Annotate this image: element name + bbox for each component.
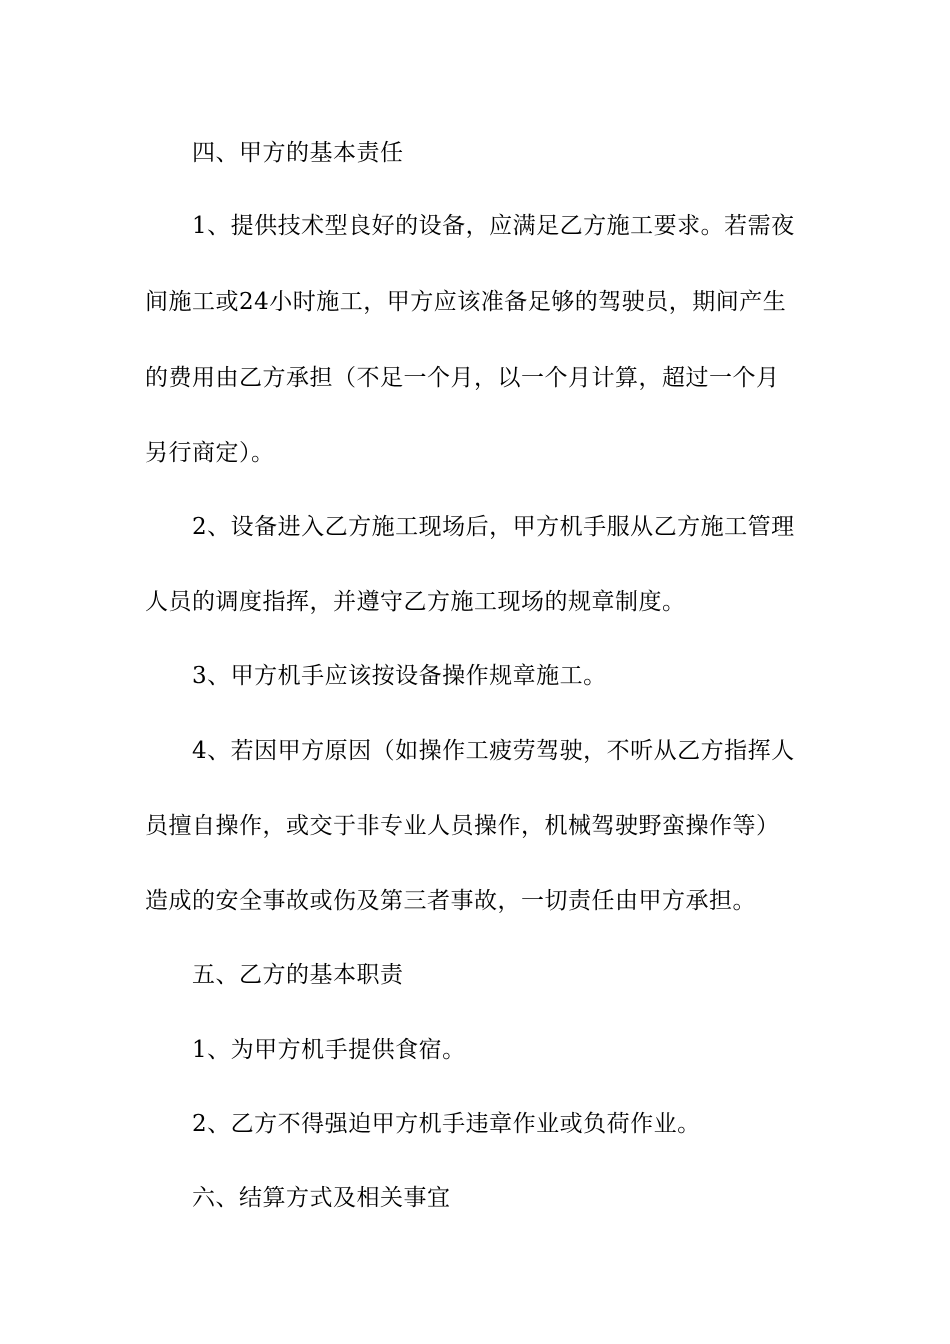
- paragraph-line: 造成的安全事故或伤及第三者事故，一切责任由甲方承担。: [145, 888, 756, 914]
- paragraph-line: 1、为甲方机手提供食宿。: [192, 1037, 466, 1063]
- paragraph-line: 的费用由乙方承担（不足一个月，以一个月计算，超过一个月: [145, 365, 780, 391]
- paragraph-line: 3、甲方机手应该按设备操作规章施工。: [192, 663, 607, 689]
- paragraph-line: 间施工或24小时施工，甲方应该准备足够的驾驶员，期间产生: [145, 289, 787, 315]
- paragraph-line: 4、若因甲方原因（如操作工疲劳驾驶，不听从乙方指挥人: [192, 738, 795, 764]
- section-heading-settlement: 六、结算方式及相关事宜: [192, 1185, 451, 1211]
- paragraph-line: 人员的调度指挥，并遵守乙方施工现场的规章制度。: [145, 589, 686, 615]
- paragraph-line: 2、乙方不得强迫甲方机手违章作业或负荷作业。: [192, 1111, 701, 1137]
- section-heading-party-a-responsibilities: 四、甲方的基本责任: [192, 140, 404, 166]
- paragraph-line: 员擅自操作，或交于非专业人员操作，机械驾驶野蛮操作等）: [145, 813, 780, 839]
- section-heading-party-b-duties: 五、乙方的基本职责: [192, 962, 404, 988]
- paragraph-line: 另行商定）。: [145, 440, 275, 466]
- paragraph-line: 1、提供技术型良好的设备，应满足乙方施工要求。若需夜: [192, 213, 795, 239]
- paragraph-line: 2、设备进入乙方施工现场后，甲方机手服从乙方施工管理: [192, 514, 795, 540]
